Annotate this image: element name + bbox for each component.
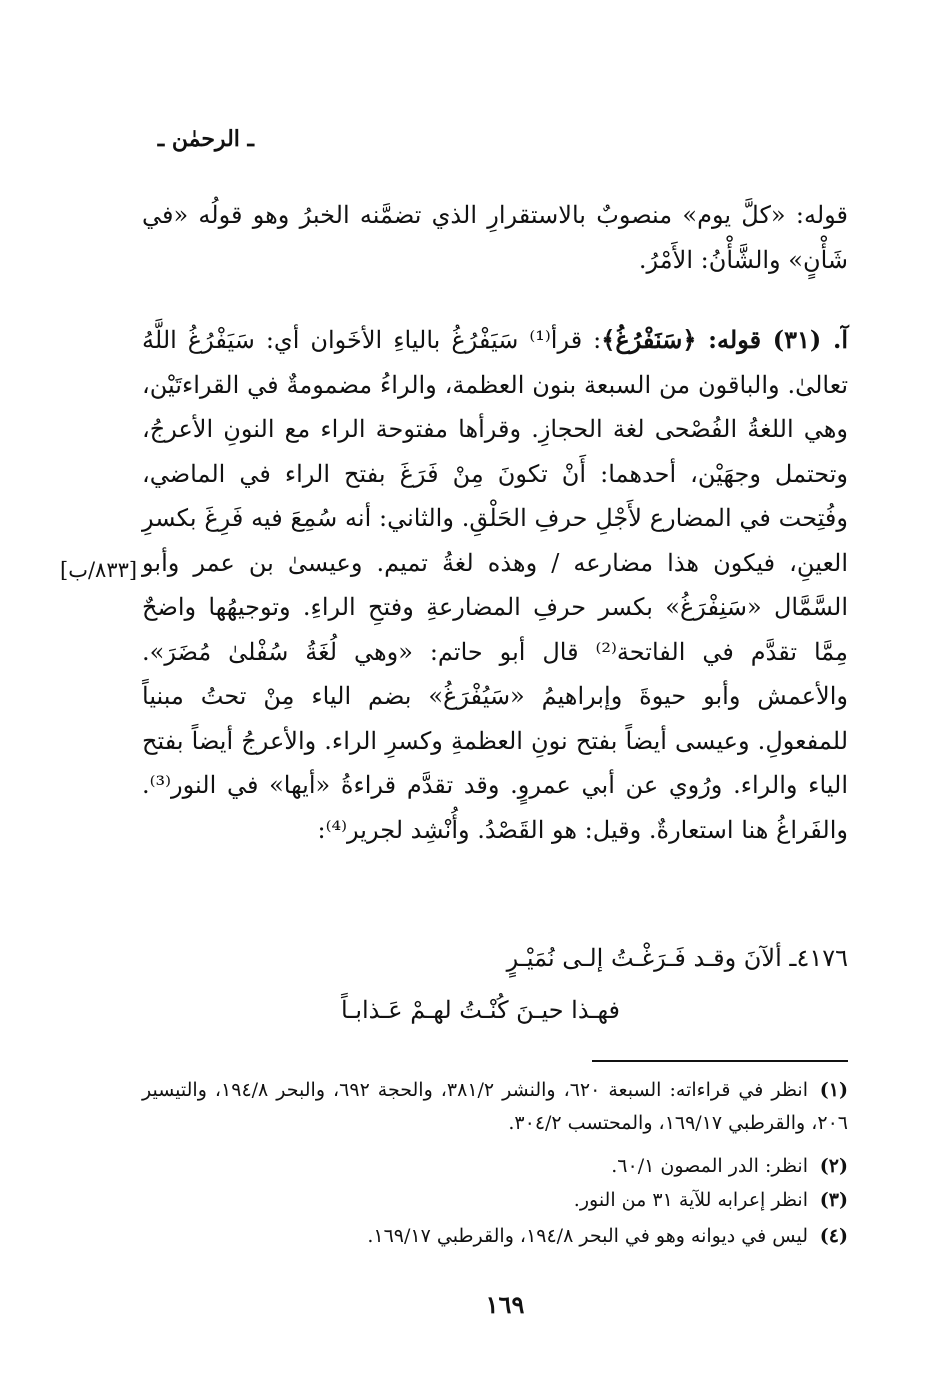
- footnote-3: [142, 1184, 848, 1217]
- footnote-text: انظر في قراءاته: السبعة ٦٢٠، والنشر ٣٨١/٢، والحجة ٦٩٢، والبحر ١٩٤/٨، والتيسير ٢٠٦، والقرطبي ١٦٩/١٧، والمحتسب ٣٠٤/٢.: [142, 1079, 848, 1134]
- poem-line-2: فهـذا حيـنَ كُنْـتُ لهـمْ عَـذابـاً: [340, 996, 620, 1024]
- footnote-text: ليس في ديوانه وهو في البحر ١٩٤/٨، والقرطبي ١٦٩/١٧.: [367, 1225, 808, 1247]
- footnote-1: [142, 1074, 848, 1140]
- footnote-number: (٤): [819, 1225, 848, 1247]
- running-header: ـ الرحمٰن ـ: [157, 126, 254, 152]
- commentary-text: : قرأ⁽¹⁾ سَيَفْرُغُ بالياءِ الأخَوان أي: سَيَفْرُغُ اللَّهُ تعالىٰ. والباقون من السبعة بنون العظمة، والراءُ مضمومةٌ في القراءتَيْن، وهي اللغةُ الفُصْحى لغة الحجازِ. وقرأها مفتوحة الراء مع النونِ الأعرجُ، وتحتمل وجهَيْن، أحدهما: أَنْ تكونَ مِنْ فَرَغَ بفتح الراء في الماضي، وفُتِحت في المضارع لأَجْلِ حرفِ الحَلْقِ. والثاني: أنه سُمِعَ فيه فَرِغَ بكسرِ العينِ، فيكون هذا مضارعه / وهذه لغةُ تميم. وعيسىٰ بن عمر وأبو السَّمَّال «سَنِفْرَغُ» بكسر حرفِ المضارعةِ وفتحِ الراءِ. وتوجيهُها واضحٌ مِمَّا تقدَّم في الفاتحة⁽²⁾ قال أبو حاتم: «وهي لُغَةُ سُفْلىٰ مُضَرَ». والأعمش وأبو حيوةَ وإبراهيمُ «سَيُفْرَغُ» بضم الياء مِنْ تحتُ مبنياً للمفعولِ. وعيسى أيضاً بفتح نونِ العظمةِ وكسرِ الراء. والأعرجُ أيضاً بفتح الياء والراء. ورُوي عن أبي عمروٍ. وقد تقدَّم قراءةُ «أيها» في النور⁽³⁾. والفَراغُ هنا استعارةٌ. وقيل: هو القَصْدُ. وأُنْشِد لجرير⁽⁴⁾:: [142, 326, 849, 844]
- footnote-number: (٣): [819, 1189, 848, 1211]
- poem-hemistich-1: ألآنَ وقـد فَـرَغْـتُ إلـى نُمَيْـرٍ: [506, 944, 782, 972]
- verse-lead: آ. (٣١) قوله: ﴿سَنَفْرُغُ﴾: [601, 325, 849, 354]
- commentary-paragraph: [142, 318, 848, 852]
- page-number: ١٦٩: [485, 1290, 525, 1319]
- footnote-4: [142, 1220, 848, 1253]
- footnote-2: [142, 1150, 848, 1183]
- footnote-number: (١): [819, 1079, 848, 1101]
- poem-line-1: [507, 944, 848, 972]
- poem-number: ٤١٧٦ـ: [789, 944, 848, 972]
- margin-reference: [٨٣٣/ب]: [60, 558, 138, 582]
- footnote-text: انظر: الدر المصون ٦٠/١.: [611, 1155, 808, 1177]
- footnote-number: (٢): [819, 1155, 848, 1177]
- intro-paragraph: قوله: «كلَّ يوم» منصوبٌ بالاستقرارِ الذي تضمَّنه الخبرُ وهو قولُه «في شَأْنٍ» والشَّأْنُ: الأَمْرُ.: [142, 201, 848, 274]
- footnote-separator: [592, 1060, 848, 1062]
- footnote-text: انظر إعرابه للآية ٣١ من النور.: [573, 1189, 808, 1211]
